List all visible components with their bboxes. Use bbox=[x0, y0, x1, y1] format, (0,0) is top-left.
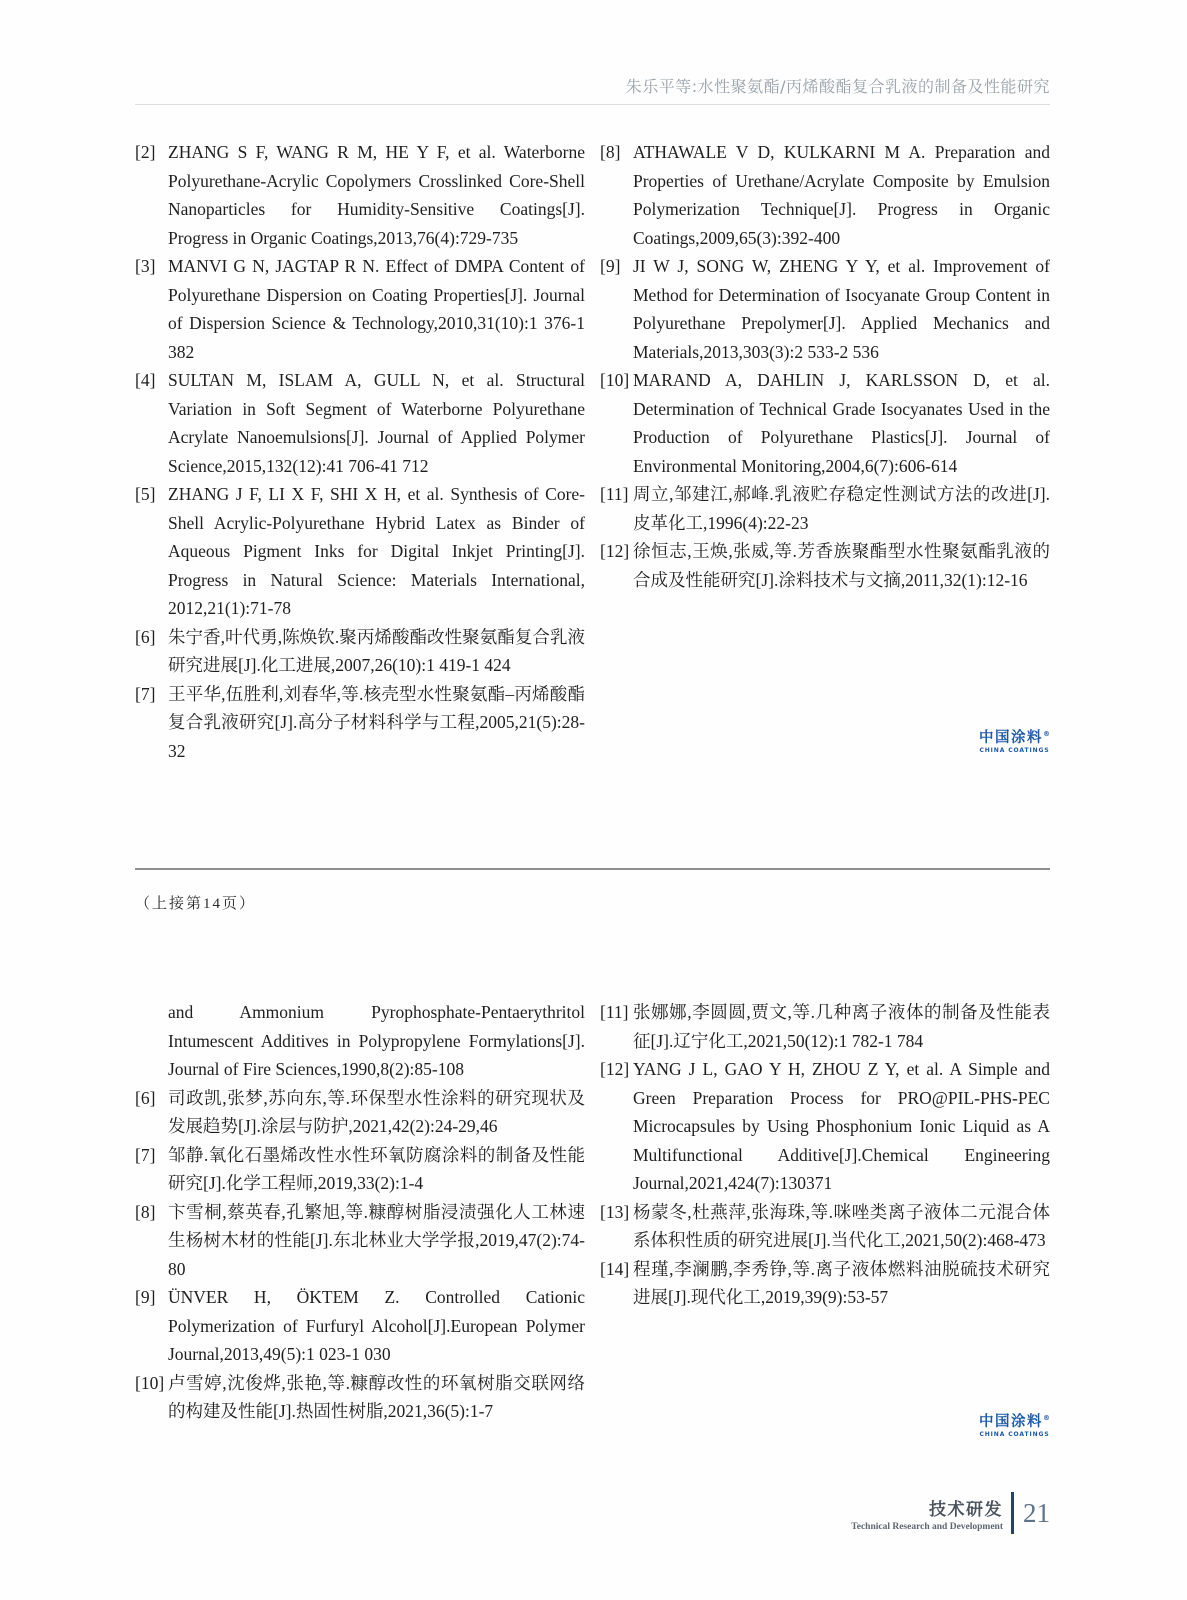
right-column bbox=[600, 998, 1050, 1426]
reference-text: 卞雪桐,蔡英春,孔繁旭,等.糠醇树脂浸渍强化人工林速生杨树木材的性能[J].东北林业大学学报,2019,47(2):74-80 bbox=[168, 1201, 585, 1279]
reference-number: [4] bbox=[135, 370, 156, 390]
reference-number: [7] bbox=[135, 1144, 156, 1165]
reference-number: [9] bbox=[600, 256, 621, 276]
reference-item bbox=[600, 998, 1050, 1055]
reference-number: [5] bbox=[135, 484, 156, 504]
reference-item bbox=[135, 1084, 585, 1141]
page-content bbox=[135, 0, 1050, 1600]
reference-number: [2] bbox=[135, 142, 156, 162]
china-coatings-logo-text bbox=[979, 726, 1050, 746]
reference-text: 司政凯,张梦,苏向东,等.环保型水性涂料的研究现状及发展趋势[J].涂层与防护,2021,42(2):24-29,46 bbox=[168, 1087, 585, 1136]
reference-item bbox=[135, 138, 585, 252]
reference-number: [11] bbox=[600, 484, 629, 504]
reference-number: [11] bbox=[600, 1002, 629, 1022]
right-column bbox=[600, 138, 1050, 765]
reference-text: 徐恒志,王焕,张威,等.芳香族聚酯型水性聚氨酯乳液的合成及性能研究[J].涂料技术与文摘,2011,32(1):12-16 bbox=[633, 541, 1050, 590]
reference-item bbox=[600, 480, 1050, 537]
reference-item bbox=[600, 1198, 1050, 1255]
reference-item bbox=[135, 1141, 585, 1198]
left-column bbox=[135, 138, 585, 765]
reference-text: and Ammonium Pyrophosphate-Pentaerythritol Intumescent Additives in Polypropylene Formylations[J]. Journal of Fire Sciences,1990,8(2):85-108 bbox=[168, 1002, 585, 1079]
reference-number: [8] bbox=[135, 1201, 156, 1222]
reference-number: [8] bbox=[600, 142, 621, 162]
reference-number: [12] bbox=[600, 541, 630, 561]
reference-text: SULTAN M, ISLAM A, GULL N, et al. Structural Variation in Soft Segment of Waterborne Polyurethane Acrylate Nanoemulsions[J]. Journal of Applied Polymer Science,2015,132(12):41 706-41 712 bbox=[168, 370, 585, 476]
reference-number bbox=[135, 998, 168, 1084]
footer-section-title-en: Technical Research and Development bbox=[851, 1521, 1003, 1532]
reference-number: [7] bbox=[135, 683, 156, 704]
registered-mark-icon: ® bbox=[1043, 730, 1050, 738]
left-column bbox=[135, 998, 585, 1426]
reference-item bbox=[600, 366, 1050, 480]
china-coatings-logo bbox=[979, 1410, 1050, 1438]
page-number: 21 bbox=[1023, 1497, 1050, 1528]
reference-text: ZHANG J F, LI X F, SHI X H, et al. Synthesis of Core-Shell Acrylic-Polyurethane Hybrid Latex as Binder of Aqueous Pigment Inks for Digital Inkjet Printing[J]. Progress in Natural Science: Materials International, 2012,21(1):71-78 bbox=[168, 484, 585, 618]
footer-section-title-cn: 技术研发 bbox=[929, 1499, 1003, 1520]
reference-item bbox=[600, 252, 1050, 366]
reference-number: [10] bbox=[600, 370, 630, 390]
continued-from-note: （上接第14页） bbox=[135, 896, 257, 912]
reference-item bbox=[600, 537, 1050, 594]
references-section-top bbox=[135, 138, 1050, 765]
china-coatings-logo-subtext: CHINA COATINGS bbox=[979, 746, 1050, 754]
footer-section-title bbox=[851, 1495, 1003, 1532]
reference-item bbox=[600, 138, 1050, 252]
reference-text: 杨蒙冬,杜燕萍,张海珠,等.咪唑类离子液体二元混合体系体积性质的研究进展[J].当代化工,2021,50(2):468-473 bbox=[633, 1201, 1050, 1250]
reference-text: ZHANG S F, WANG R M, HE Y F, et al. Waterborne Polyurethane-Acrylic Copolymers Crosslinked Core-Shell Nanoparticles for Humidity-Sensitive Coatings[J]. Progress in Organic Coatings,2013,76(4):729-735 bbox=[168, 142, 585, 248]
reference-text: JI W J, SONG W, ZHENG Y Y, et al. Improvement of Method for Determination of Isocyanate Group Content in Polyurethane Prepolymer[J]. Applied Mechanics and Materials,2013,303(3):2 533-2 536 bbox=[633, 256, 1050, 362]
reference-number: [13] bbox=[600, 1201, 630, 1222]
running-head: 朱乐平等:水性聚氨酯/丙烯酸酯复合乳液的制备及性能研究 bbox=[625, 77, 1050, 96]
footer-divider-bar bbox=[1011, 1492, 1014, 1534]
reference-number: [10] bbox=[135, 1372, 165, 1393]
reference-item bbox=[600, 1255, 1050, 1312]
logo-name: 中国涂料 bbox=[979, 1413, 1043, 1430]
reference-text: 卢雪婷,沈俊烨,张艳,等.糠醇改性的环氧树脂交联网络的构建及性能[J].热固性树脂,2021,36(5):1-7 bbox=[168, 1372, 585, 1421]
reference-number: [6] bbox=[135, 1087, 156, 1108]
reference-text: MANVI G N, JAGTAP R N. Effect of DMPA Content of Polyurethane Dispersion on Coating Properties[J]. Journal of Dispersion Science & Technology,2010,31(10):1 376-1 382 bbox=[168, 256, 585, 362]
reference-item bbox=[135, 998, 585, 1084]
reference-number: [9] bbox=[135, 1287, 156, 1307]
section-divider bbox=[135, 868, 1050, 870]
reference-item bbox=[135, 1198, 585, 1284]
reference-text: YANG J L, GAO Y H, ZHOU Z Y, et al. A Simple and Green Preparation Process for PRO@PIL-PHS-PEC Microcapsules by Using Phosphonium Ionic Liquid as A Multifunctional Additive[J].Chemical Engineering Journal,2021,424(7):130371 bbox=[633, 1059, 1050, 1193]
reference-item bbox=[135, 252, 585, 366]
china-coatings-logo bbox=[979, 726, 1050, 754]
reference-text: 周立,邹建江,郝峰.乳液贮存稳定性测试方法的改进[J].皮革化工,1996(4):22-23 bbox=[633, 484, 1050, 533]
reference-text: 张娜娜,李圆圆,贾文,等.几种离子液体的制备及性能表征[J].辽宁化工,2021,50(12):1 782-1 784 bbox=[633, 1002, 1050, 1051]
reference-text: 程瑾,李澜鹏,李秀铮,等.离子液体燃料油脱硫技术研究进展[J].现代化工,2019,39(9):53-57 bbox=[633, 1258, 1050, 1307]
reference-item bbox=[135, 680, 585, 766]
reference-number: [14] bbox=[600, 1258, 630, 1279]
reference-text: 王平华,伍胜利,刘春华,等.核壳型水性聚氨酯–丙烯酸酯复合乳液研究[J].高分子材料科学与工程,2005,21(5):28-32 bbox=[168, 683, 585, 761]
reference-item bbox=[135, 1369, 585, 1426]
reference-item bbox=[600, 1055, 1050, 1198]
china-coatings-logo-text bbox=[979, 1410, 1050, 1430]
china-coatings-logo-subtext: CHINA COATINGS bbox=[979, 1430, 1050, 1438]
page-footer bbox=[851, 1492, 1050, 1534]
logo-name: 中国涂料 bbox=[979, 729, 1043, 746]
reference-text: MARAND A, DAHLIN J, KARLSSON D, et al. Determination of Technical Grade Isocyanates Used in the Production of Polyurethane Plastics[J]. Journal of Environmental Monitoring,2004,6(7):606-614 bbox=[633, 370, 1050, 476]
reference-item bbox=[135, 623, 585, 680]
reference-text: ATHAWALE V D, KULKARNI M A. Preparation and Properties of Urethane/Acrylate Composite by Emulsion Polymerization Technique[J]. Progress in Organic Coatings,2009,65(3):392-400 bbox=[633, 142, 1050, 248]
reference-item bbox=[135, 366, 585, 480]
registered-mark-icon: ® bbox=[1043, 1414, 1050, 1422]
reference-number: [6] bbox=[135, 626, 156, 647]
reference-text: 邹静.氧化石墨烯改性水性环氧防腐涂料的制备及性能研究[J].化学工程师,2019,33(2):1-4 bbox=[168, 1144, 585, 1193]
reference-text: ÜNVER H, ÖKTEM Z. Controlled Cationic Polymerization of Furfuryl Alcohol[J].European Polymer Journal,2013,49(5):1 023-1 030 bbox=[168, 1287, 585, 1364]
reference-text: 朱宁香,叶代勇,陈焕钦.聚丙烯酸酯改性聚氨酯复合乳液研究进展[J].化工进展,2007,26(10):1 419-1 424 bbox=[168, 626, 585, 675]
reference-item bbox=[135, 1283, 585, 1369]
reference-number: [3] bbox=[135, 256, 156, 276]
header-rule bbox=[135, 104, 1050, 105]
reference-item bbox=[135, 480, 585, 623]
reference-number: [12] bbox=[600, 1059, 630, 1079]
references-section-bottom bbox=[135, 998, 1050, 1426]
